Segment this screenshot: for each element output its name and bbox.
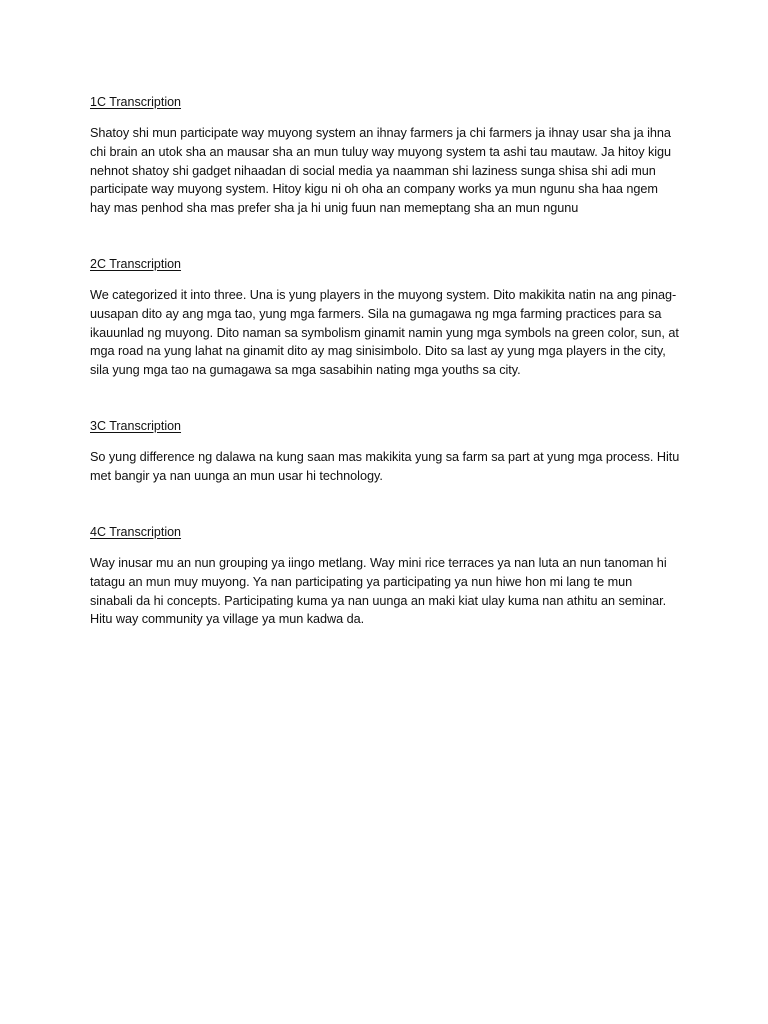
section-1c — [90, 94, 680, 218]
section-paragraph — [90, 554, 680, 629]
paragraph-line: sila yung mga tao na gumagawa sa mga sasabihin nating mga youths sa city. — [90, 363, 521, 378]
section-heading: 4C Transcription — [90, 525, 182, 539]
paragraph-line: Shatoy shi mun participate way muyong system an ihnay farmers ja chi farmers ja ihnay usar sha ja ihna — [90, 126, 671, 140]
paragraph-line: So yung difference ng dalawa na kung saan mas makikita yung sa farm sa part at yung mga process. Hitu — [90, 450, 680, 464]
paragraph-line: uusapan dito ay ang mga tao, yung mga farmers. Sila na gumagawa ng mga farming practices para sa — [90, 306, 662, 321]
paragraph-line: chi brain an utok sha an mausar sha an mun tuluy way muyong system ta ashi tau mautaw. Ja hitoy kigu — [90, 144, 672, 159]
paragraph-line: tatagu an mun muy muyong. Ya nan participating ya participating ya nun hiwe hon mi lang te mun — [90, 574, 633, 589]
section-3c — [90, 418, 680, 486]
paragraph-line: sinabali da hi concepts. Participating kuma ya nan uunga an maki kiat ulay kuma nan athitu an seminar. — [90, 593, 667, 608]
section-paragraph — [90, 448, 680, 486]
section-2c — [90, 256, 680, 380]
section-heading: 2C Transcription — [90, 257, 182, 271]
section-paragraph — [90, 286, 680, 380]
paragraph-line: Hitu way community ya village ya mun kadwa da. — [90, 612, 365, 627]
paragraph-line: met bangir ya nan uunga an mun usar hi technology. — [90, 468, 383, 483]
section-paragraph — [90, 124, 680, 218]
paragraph-line: mga road na yung lahat na ginamit dito ay mag sinisimbolo. Dito sa last ay yung mga players in the city, — [90, 344, 666, 359]
section-heading: 1C Transcription — [90, 95, 182, 109]
paragraph-line: ikauunlad ng muyong. Dito naman sa symbolism ginamit namin yung mga symbols na green color, sun, at — [90, 325, 679, 340]
section-heading: 3C Transcription — [90, 419, 182, 433]
paragraph-line: nehnot shatoy shi gadget nihaadan di social media ya naamman shi laziness sunga shisa shi adi mun — [90, 163, 656, 178]
paragraph-line: hay mas penhod sha mas prefer sha ja hi unig fuun nan memeptang sha an mun ngunu — [90, 201, 579, 216]
paragraph-line: Way inusar mu an nun grouping ya iingo metlang. Way mini rice terraces ya nan luta an nun tanoman hi — [90, 556, 667, 570]
paragraph-line: We categorized it into three. Una is yung players in the muyong system. Dito makikita natin na ang pinag- — [90, 288, 677, 302]
section-4c — [90, 524, 680, 629]
paragraph-line: participate way muyong system. Hitoy kigu ni oh oha an company works ya mun ngunu sha haa ngem — [90, 182, 658, 197]
